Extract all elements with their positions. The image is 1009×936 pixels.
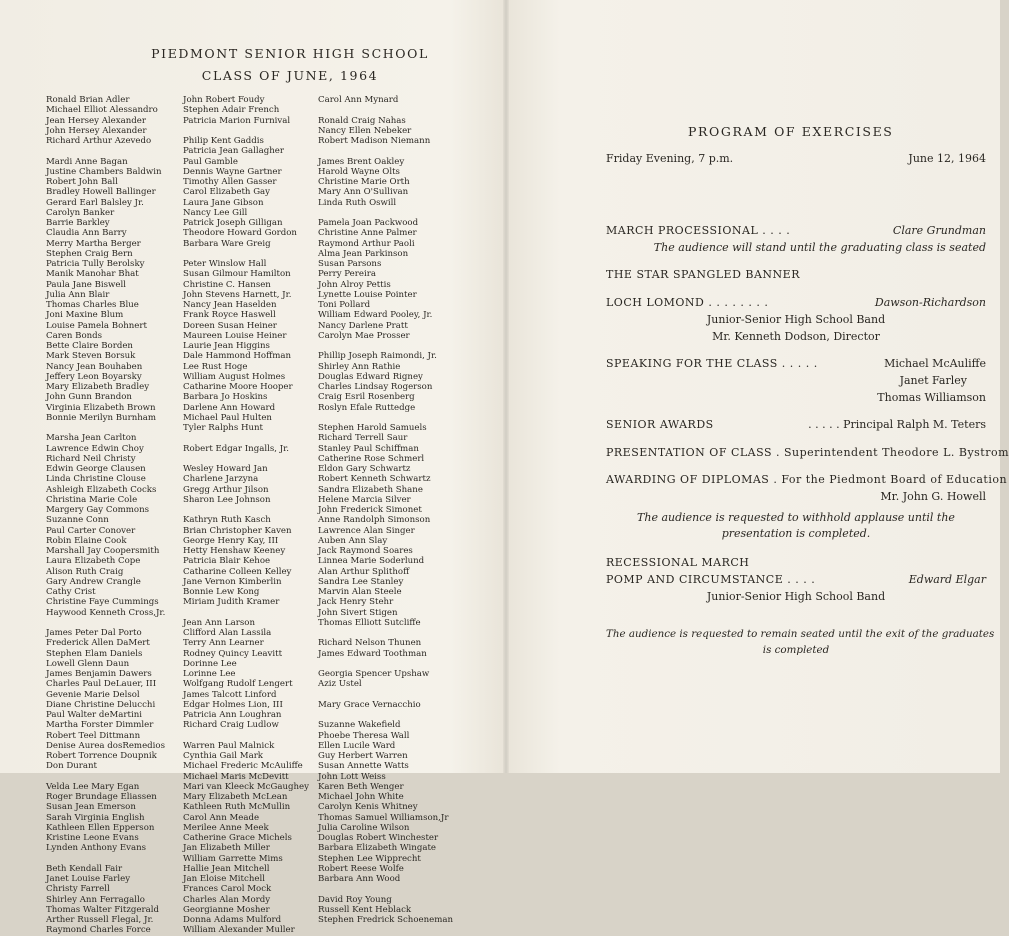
graduate-name: Stephen Craig Bern: [46, 248, 133, 259]
graduate-name: Bette Claire Borden: [46, 341, 133, 351]
graduate-name: Jan Elizabeth Miller: [183, 843, 270, 854]
graduate-name: Jean Ann Larson: [183, 617, 255, 628]
graduate-name: Ronald Brian Adler: [46, 95, 130, 105]
name-gap: [183, 126, 309, 136]
graduate-name: Shirley Ann Rathie: [318, 361, 401, 372]
graduate-name: Charles Alan Mordy: [183, 894, 271, 905]
graduate-name: John Stevens Harnett, Jr.: [183, 289, 292, 300]
graduate-name: Pamela Joan Packwood: [318, 218, 419, 228]
graduate-name: Ashleigh Elizabeth Cocks: [46, 484, 157, 495]
graduate-name: Miriam Judith Kramer: [183, 597, 280, 608]
name-gap: [318, 628, 453, 638]
graduate-name: Raymond Arthur Paoli: [318, 238, 415, 249]
graduate-name: Helene Marcia Silver: [318, 494, 411, 505]
graduate-name: James Edward Toothman: [318, 648, 427, 659]
graduate-name: James Talcott Linford: [183, 689, 277, 700]
graduate-name: Susan Gilmour Hamilton: [183, 269, 291, 280]
graduate-name: Charlene Jarzyna: [183, 474, 259, 485]
graduate-name: Stephen Fredrick Schoeneman: [318, 915, 454, 925]
graduate-name: Lynden Anthony Evans: [46, 843, 147, 854]
graduate-name: Patrick Joseph Gilligan: [183, 218, 283, 228]
name-gap: [46, 854, 165, 864]
graduate-name: Sandra Lee Stanley: [318, 576, 404, 587]
pomp-label: POMP AND CIRCUMSTANCE . . . .: [606, 573, 816, 586]
graduate-name: Douglas Robert Winchester: [318, 833, 439, 843]
name-gap: [183, 454, 309, 464]
graduate-name: Phoebe Theresa Wall: [318, 730, 410, 741]
graduate-name: Manik Manohar Bhat: [46, 269, 139, 280]
pomp-composer: Edward Elgar: [908, 573, 986, 586]
loch-band: Junior-Senior High School Band: [706, 313, 886, 326]
graduate-name: Guy Herbert Warren: [318, 751, 408, 761]
graduate-name: Charles Paul DeLauer, III: [46, 679, 157, 690]
graduate-name: Joni Maxine Blum: [46, 310, 124, 321]
name-gap: [183, 505, 309, 515]
graduate-name: Laurie Jean Higgins: [183, 341, 270, 351]
graduate-name: William Alexander Muller: [183, 925, 295, 936]
graduate-name: Barbara Ann Wood: [318, 874, 401, 884]
graduate-name: Lee Rust Hoge: [183, 361, 248, 372]
graduate-name: David Roy Young: [318, 894, 392, 905]
graduate-name: Patricia Jean Gallagher: [183, 146, 285, 157]
graduate-name: John Alroy Pettis: [318, 279, 391, 290]
graduate-name: Linnea Marie Soderlund: [318, 556, 425, 567]
name-gap: [318, 413, 453, 423]
graduate-name: Martha Forster Dimmler: [46, 720, 154, 731]
graduate-name: Robert Kenneth Schwartz: [318, 474, 431, 485]
graduate-name: Perry Pereira: [318, 269, 376, 280]
graduate-name: Mary Grace Vernacchio: [318, 699, 421, 710]
graduate-name: Doreen Susan Heiner: [183, 320, 277, 331]
graduate-name: Rodney Quincy Leavitt: [183, 648, 283, 659]
graduate-name: Paul Gamble: [183, 156, 239, 167]
graduate-name: Dale Hammond Hoffman: [183, 351, 292, 362]
graduate-name: Jack Henry Stehr: [318, 597, 394, 608]
graduate-name: Sandra Elizabeth Shane: [318, 484, 423, 495]
graduate-name: Gerard Earl Balsley Jr.: [46, 197, 144, 208]
graduate-name: Mardi Anne Bagan: [46, 156, 128, 167]
graduate-name: Lorinne Lee: [183, 669, 236, 679]
name-gap: [46, 146, 165, 156]
graduate-name: Patricia Marion Furnival: [183, 115, 291, 126]
graduate-name: Frederick Allen DaMert: [46, 638, 150, 649]
graduate-name: Marsha Jean Carlton: [46, 433, 137, 444]
graduate-name: Dorinne Lee: [183, 658, 237, 669]
graduate-name: Robert John Ball: [46, 177, 118, 187]
graduate-name: Christy Farrell: [46, 884, 110, 895]
graduate-name: Paul Walter deMartini: [46, 710, 142, 720]
graduate-name: Velda Lee Mary Egan: [46, 781, 140, 792]
graduate-name: Carol Ann Mynard: [318, 95, 399, 105]
graduate-name: Haywood Kenneth Cross,Jr.: [46, 607, 166, 618]
graduate-name: Sharon Lee Johnson: [183, 494, 271, 505]
graduate-name: James Brent Oakley: [318, 156, 405, 167]
graduate-name: Richard Terrell Saur: [318, 433, 408, 444]
page-fold: [503, 0, 509, 773]
graduate-name: Lowell Glenn Daun: [46, 658, 130, 669]
name-gap: [318, 105, 453, 115]
graduate-name: Mary Ann O'Sullivan: [318, 187, 409, 198]
graduate-name: John Sivert Stigen: [318, 607, 398, 618]
graduate-name: Carolyn Banker: [46, 207, 115, 218]
graduate-name: Linda Christine Clouse: [46, 474, 146, 485]
name-gap: [46, 772, 165, 782]
graduate-name: Caren Bonds: [46, 330, 103, 341]
graduate-name: Alan Arthur Splithoff: [318, 566, 410, 577]
presentation-label: PRESENTATION OF CLASS . Superintendent Theodore L. Bystrom: [606, 446, 1009, 459]
graduate-name: Craig Esril Rosenberg: [318, 392, 415, 403]
name-gap: [46, 423, 165, 433]
graduate-name: Toni Pollard: [318, 300, 371, 310]
graduate-name: Michael Maris McDevitt: [183, 771, 289, 782]
name-gap: [183, 731, 309, 741]
graduate-name: Stephen Harold Samuels: [318, 423, 427, 433]
names-column-1: [46, 95, 165, 936]
graduate-name: Catharine Moore Hooper: [183, 382, 293, 392]
graduate-name: Roger Brundage Eliassen: [46, 792, 157, 802]
graduate-name: Philip Kent Gaddis: [183, 136, 264, 146]
graduate-name: Jan Eloise Mitchell: [183, 874, 265, 884]
graduate-name: Richard Craig Ludlow: [183, 720, 279, 731]
graduate-name: Barbara Jo Hoskins: [183, 392, 268, 403]
graduate-name: John Hersey Alexander: [46, 125, 147, 136]
graduate-name: George Henry Kay, III: [183, 535, 279, 546]
diplomas-person: Mr. John G. Howell: [880, 490, 986, 503]
graduate-name: Kathleen Ellen Epperson: [46, 822, 155, 833]
graduate-name: Mary Elizabeth Bradley: [46, 382, 150, 392]
graduate-name: Tyler Ralphs Hunt: [183, 423, 263, 433]
diplomas-label: AWARDING OF DIPLOMAS . For the Piedmont Board of Education: [606, 473, 1008, 486]
graduate-name: Susan Parsons: [318, 259, 382, 269]
graduate-name: Mari van Kleeck McGaughey: [183, 781, 309, 792]
graduate-name: Edgar Holmes Lion, III: [183, 699, 283, 710]
graduate-name: Michael John White: [318, 792, 404, 802]
graduate-name: William August Holmes: [183, 371, 286, 382]
graduate-name: Richard Nelson Thunen: [318, 638, 422, 649]
graduate-name: Darlene Ann Howard: [183, 402, 276, 413]
graduate-name: Beth Kendall Fair: [46, 863, 123, 874]
graduate-name: Christine C. Hansen: [183, 279, 271, 290]
graduate-name: Margery Gay Commons: [46, 505, 150, 515]
graduate-name: Barbara Elizabeth Wingate: [318, 843, 436, 854]
graduate-name: Eldon Gary Schwartz: [318, 464, 411, 474]
graduate-name: Nancy Jean Bouhaben: [46, 361, 143, 372]
graduate-name: Marvin Alan Steele: [318, 587, 402, 597]
speaker-3: Thomas Williamson: [877, 391, 986, 404]
graduate-name: Janet Louise Farley: [46, 874, 131, 884]
graduate-name: Arther Russell Flegal, Jr.: [46, 915, 154, 925]
graduate-name: Ronald Craig Nahas: [318, 115, 406, 126]
graduate-name: Theodore Howard Gordon: [183, 228, 297, 239]
graduate-name: Christine Faye Cummings: [46, 597, 159, 608]
graduate-name: Suzanne Wakefield: [318, 720, 401, 731]
graduate-name: Linda Ruth Oswill: [318, 197, 397, 208]
name-gap: [318, 341, 453, 351]
name-gap: [183, 608, 309, 618]
graduate-name: William Edward Pooley, Jr.: [318, 310, 433, 321]
graduate-name: Karen Beth Wenger: [318, 781, 404, 792]
graduate-name: Robert Edgar Ingalls, Jr.: [183, 443, 290, 454]
graduate-name: Nancy Jean Haselden: [183, 300, 277, 310]
name-gap: [318, 710, 453, 720]
graduate-name: Stephen Lee Wipprecht: [318, 853, 421, 864]
graduate-name: Donna Adams Mulford: [183, 915, 282, 925]
graduate-name: Kathleen Ruth McMullin: [183, 802, 291, 813]
graduate-name: Susan Jean Emerson: [46, 802, 136, 813]
graduate-name: Stephen Elam Daniels: [46, 648, 143, 659]
graduate-name: Catherine Rose Schmerl: [318, 453, 425, 464]
names-column-2: [183, 95, 309, 936]
graduate-name: Peter Winslow Hall: [183, 259, 267, 269]
graduate-name: Gevenie Marie Delsol: [46, 689, 140, 700]
graduate-name: Robert Teel Dittmann: [46, 730, 141, 741]
graduate-name: Auben Ann Slay: [318, 535, 388, 546]
exit-note-2: is completed: [762, 644, 830, 656]
graduate-name: Wesley Howard Jan: [183, 464, 268, 474]
graduate-name: Richard Neil Christy: [46, 453, 136, 464]
graduate-name: Gary Andrew Crangle: [46, 576, 141, 587]
graduate-name: Don Durant: [46, 761, 97, 772]
speaking-label: SPEAKING FOR THE CLASS . . . . .: [606, 357, 818, 370]
graduate-name: Raymond Charles Force: [46, 925, 151, 936]
senior-awards-label: SENIOR AWARDS: [606, 418, 714, 431]
graduate-name: Laura Elizabeth Cope: [46, 556, 141, 567]
graduate-name: Hallie Jean Mitchell: [183, 863, 270, 874]
graduate-name: Brian Christopher Kaven: [183, 525, 292, 536]
graduate-name: Louise Pamela Bohnert: [46, 320, 147, 331]
graduate-name: Georgia Spencer Upshaw: [318, 669, 430, 679]
graduate-name: Virginia Elizabeth Brown: [46, 402, 156, 413]
graduate-name: Diane Christine Delucchi: [46, 699, 156, 710]
names-column-3: [318, 95, 453, 925]
recessional-label: RECESSIONAL MARCH: [606, 556, 750, 569]
graduate-name: Marshall Jay Coopersmith: [46, 546, 160, 556]
graduate-name: Jeffery Leon Boyarsky: [46, 371, 142, 382]
graduate-name: Julia Ann Blair: [46, 289, 110, 300]
graduate-name: Suzanne Conn: [46, 515, 109, 526]
graduate-name: James Peter Dal Porto: [46, 628, 142, 638]
graduate-name: Aziz Ustel: [318, 679, 362, 690]
graduate-name: Christine Anne Palmer: [318, 228, 417, 239]
graduate-name: Cynthia Gail Mark: [183, 751, 264, 761]
march-processional-label: MARCH PROCESSIONAL . . . .: [606, 224, 791, 237]
graduate-name: Sarah Virginia English: [46, 812, 145, 823]
graduate-name: Timothy Allen Gasser: [183, 177, 277, 187]
anthem-label: THE STAR SPANGLED BANNER: [606, 268, 800, 281]
graduate-name: Bonnie Merilyn Burnham: [46, 412, 157, 423]
name-gap: [318, 208, 453, 218]
graduate-name: William Garrette Mims: [183, 853, 283, 864]
graduate-name: Robert Madison Niemann: [318, 136, 431, 146]
graduate-name: Lynette Louise Pointer: [318, 289, 417, 300]
graduate-name: Lawrence Edwin Choy: [46, 443, 144, 454]
graduate-name: Robert Reese Wolfe: [318, 863, 404, 874]
graduate-name: Alma Jean Parkinson: [318, 248, 409, 259]
graduate-name: Warren Paul Malnick: [183, 740, 275, 751]
graduate-name: Frances Carol Mock: [183, 884, 272, 895]
graduate-name: Carolyn Kenis Whitney: [318, 802, 418, 813]
graduate-name: Mark Steven Borsuk: [46, 351, 136, 362]
graduate-name: Richard Arthur Azevedo: [46, 136, 152, 146]
graduate-name: Gregg Arthur Jilson: [183, 484, 269, 495]
graduate-name: Claudia Ann Barry: [46, 228, 127, 239]
graduate-name: Kristine Leone Evans: [46, 833, 139, 843]
graduate-name: Mary Elizabeth McLean: [183, 792, 288, 802]
loch-lomond-composer: Dawson-Richardson: [874, 296, 986, 309]
graduate-name: Thomas Charles Blue: [46, 300, 139, 310]
name-gap: [183, 249, 309, 259]
graduate-name: Susan Annette Watts: [318, 761, 409, 772]
graduate-name: Bradley Howell Ballinger: [46, 187, 156, 198]
graduate-name: Phillip Joseph Raimondi, Jr.: [318, 351, 437, 362]
graduate-name: Cathy Crist: [46, 587, 96, 597]
graduate-name: Terry Ann Learner: [183, 638, 264, 649]
graduate-name: Jean Hersey Alexander: [46, 115, 146, 126]
graduate-name: Bonnie Lew Kong: [183, 587, 260, 597]
graduate-name: Catharine Colleen Kelley: [183, 566, 292, 577]
graduate-name: John Frederick Simonet: [318, 505, 422, 515]
graduate-name: Jane Vernon Kimberlin: [183, 576, 282, 587]
graduate-name: Shirley Ann Ferragallo: [46, 894, 145, 905]
loch-director: Mr. Kenneth Dodson, Director: [712, 330, 880, 343]
graduate-name: Stanley Paul Schiffman: [318, 443, 419, 454]
graduate-name: Paula Jane Biswell: [46, 279, 126, 290]
graduate-name: Carol Elizabeth Gay: [183, 187, 271, 198]
graduate-name: Barbara Ware Greig: [183, 238, 271, 249]
graduate-name: Harold Wayne Olts: [318, 166, 400, 177]
graduate-name: Edwin George Clausen: [46, 464, 146, 474]
graduate-name: Lawrence Alan Singer: [318, 525, 415, 536]
graduate-name: Paul Carter Conover: [46, 525, 136, 536]
graduate-name: Patricia Ann Loughran: [183, 710, 282, 720]
graduate-name: Wolfgang Rudolf Lengert: [183, 679, 293, 690]
graduate-name: Patricia Blair Kehoe: [183, 556, 271, 567]
graduate-name: Merry Martha Berger: [46, 238, 141, 249]
graduate-name: Michael Elliot Alessandro: [46, 105, 158, 116]
applause-note-2: presentation is completed.: [721, 527, 871, 540]
graduate-name: Julia Caroline Wilson: [318, 822, 410, 833]
graduate-name: Douglas Edward Rigney: [318, 371, 423, 382]
name-gap: [318, 884, 453, 894]
graduate-name: Carol Ann Meade: [183, 812, 260, 823]
graduate-name: John Robert Foudy: [183, 95, 265, 105]
event-date: June 12, 1964: [908, 152, 986, 165]
graduate-name: John Gunn Brandon: [46, 392, 132, 403]
graduate-name: Barrie Barkley: [46, 218, 110, 228]
applause-note-1: The audience is requested to withhold applause until the: [637, 511, 955, 524]
graduate-name: Laura Jane Gibson: [183, 197, 264, 208]
school-title: PIEDMONT SENIOR HIGH SCHOOL: [151, 46, 429, 61]
graduate-name: Justine Chambers Baldwin: [46, 166, 162, 177]
graduate-name: Nancy Darlene Pratt: [318, 320, 408, 331]
graduate-name: Robin Elaine Cook: [46, 535, 127, 546]
graduate-name: Merilee Anne Meek: [183, 822, 269, 833]
name-gap: [318, 659, 453, 669]
graduate-name: Frank Royce Haswell: [183, 310, 276, 321]
march-note: The audience will stand until the graduating class is seated: [653, 241, 986, 254]
program-title: PROGRAM OF EXERCISES: [688, 124, 894, 139]
graduate-name: Carolyn Mae Prosser: [318, 330, 410, 341]
graduate-name: James Benjamin Dawers: [46, 669, 152, 679]
graduate-name: John Lott Weiss: [318, 771, 386, 782]
graduate-name: Nancy Lee Gill: [183, 207, 248, 218]
name-gap: [318, 146, 453, 156]
pomp-band: Junior-Senior High School Band: [706, 590, 886, 603]
march-processional-composer: Clare Grundman: [892, 224, 986, 237]
name-gap: [183, 433, 309, 443]
graduate-name: Christina Marie Cole: [46, 494, 138, 505]
graduate-name: Russell Kent Heblack: [318, 904, 412, 915]
senior-awards-person: . . . . . Principal Ralph M. Teters: [808, 418, 986, 431]
graduate-name: Anne Randolph Simonson: [318, 515, 431, 526]
graduate-name: Alison Ruth Craig: [46, 566, 124, 577]
exit-note-1: The audience is requested to remain seated until the exit of the graduates: [606, 628, 995, 640]
graduate-name: Christine Marie Orth: [318, 177, 410, 187]
graduate-name: Robert Torrence Doupnik: [46, 751, 157, 761]
graduate-name: Charles Lindsay Rogerson: [318, 382, 433, 392]
event-time: Friday Evening, 7 p.m.: [606, 152, 734, 165]
graduate-name: Michael Paul Hulten: [183, 412, 272, 423]
graduate-name: Thomas Elliott Sutcliffe: [318, 617, 421, 628]
graduate-name: Georgianne Mosher: [183, 904, 270, 915]
graduate-name: Clifford Alan Lassila: [183, 628, 272, 638]
graduate-name: Kathryn Ruth Kasch: [183, 515, 271, 526]
speaker-1: Michael McAuliffe: [884, 357, 986, 370]
graduate-name: Thomas Walter Fitzgerald: [46, 904, 159, 915]
name-gap: [46, 618, 165, 628]
graduate-name: Catherine Grace Michels: [183, 833, 292, 843]
graduate-name: Roslyn Efale Ruttedge: [318, 402, 416, 413]
graduate-name: Stephen Adair French: [183, 105, 280, 116]
loch-lomond-label: LOCH LOMOND . . . . . . . .: [606, 296, 769, 309]
graduate-name: Nancy Ellen Nebeker: [318, 125, 412, 136]
graduate-name: Ellen Lucile Ward: [318, 740, 396, 751]
graduate-name: Patricia Tully Berolsky: [46, 259, 145, 269]
speaker-2: Janet Farley: [899, 374, 967, 387]
graduate-name: Thomas Samuel Williamson,Jr: [318, 812, 449, 823]
graduate-name: Jack Raymond Soares: [318, 546, 413, 556]
name-gap: [318, 690, 453, 700]
graduate-name: Dennis Wayne Gartner: [183, 166, 282, 177]
graduate-name: Maureen Louise Heiner: [183, 330, 287, 341]
graduate-name: Michael Frederic McAuliffe: [183, 761, 303, 772]
class-title: CLASS OF JUNE, 1964: [201, 68, 379, 83]
graduate-name: Hetty Henshaw Keeney: [183, 546, 286, 556]
graduate-name: Denise Aurea dosRemedios: [46, 740, 165, 751]
